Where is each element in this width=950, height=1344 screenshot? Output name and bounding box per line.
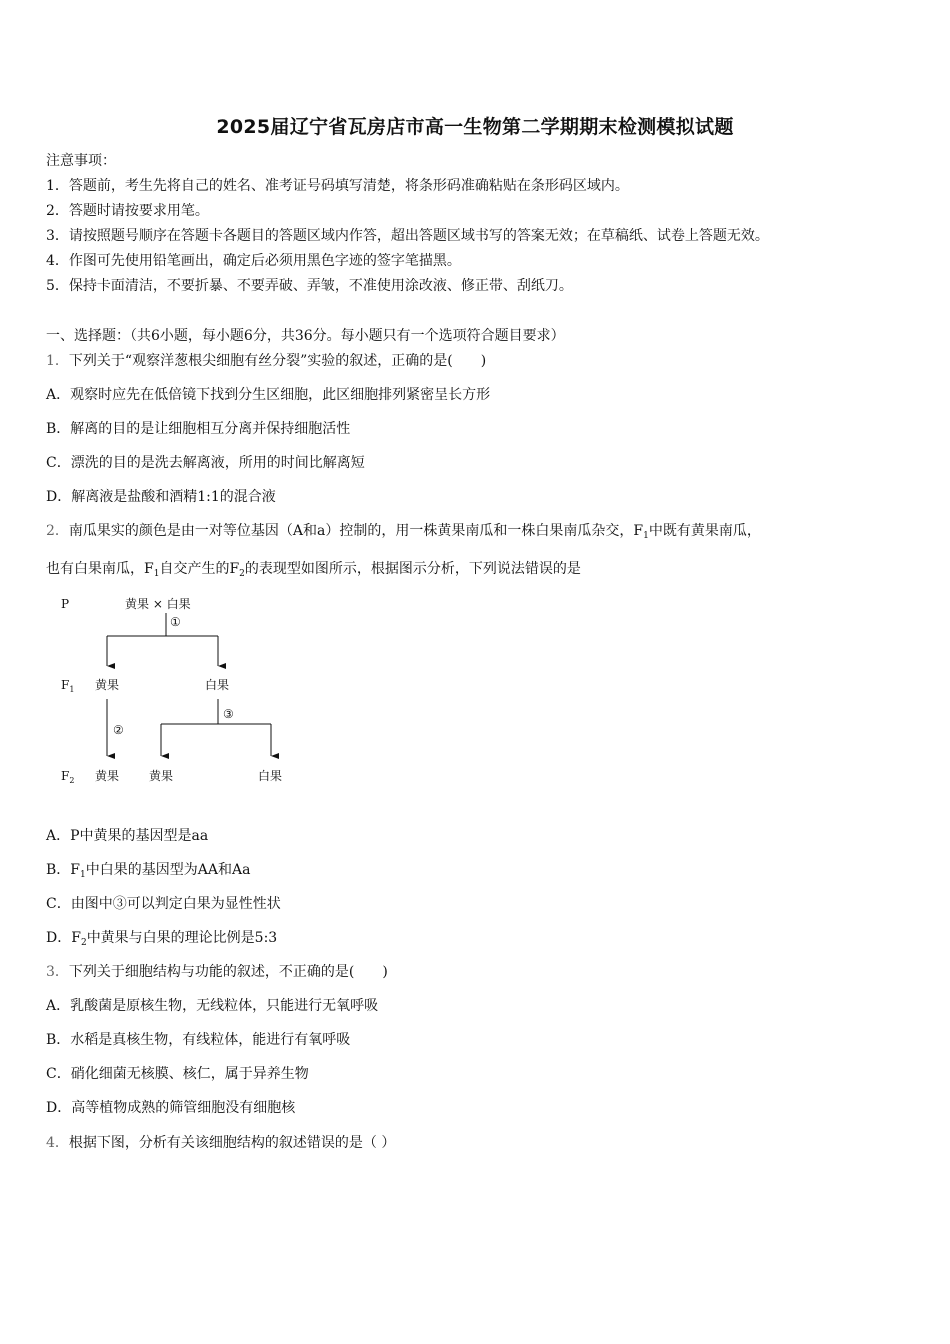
- question-text: 南瓜果实的颜色是由一对等位基因（A和a）控制的，用一株黄果南瓜和一株白果南瓜杂交，F: [68, 523, 644, 539]
- notice-item-1: 1．答题前，考生先将自己的姓名、准考证号码填写清楚，将条形码准确粘贴在条形码区域内。: [46, 178, 629, 194]
- f2-white-fruit: 白果: [258, 769, 283, 783]
- option-text: B．F: [46, 862, 81, 878]
- q1-option-c: C．漂洗的目的是洗去解离液，所用的时间比解离短: [46, 455, 365, 471]
- q1-option-a: A．观察时应先在低倍镜下找到分生区细胞，此区细胞排列紧密呈长方形: [46, 387, 491, 403]
- question-2-stem-line2: [46, 560, 581, 583]
- f2-yellow-fruit-from-white: 黄果: [149, 769, 174, 783]
- subscript: 2: [80, 938, 87, 948]
- question-2-stem-line1: [46, 522, 761, 545]
- parent-cross: 黄果 × 白果: [125, 597, 191, 611]
- step-3-marker: ③: [223, 707, 234, 721]
- subscript: 1: [80, 870, 86, 880]
- option-text: 中白果的基因型为AA和Aa: [85, 862, 251, 878]
- generation-p-label: P: [61, 597, 70, 611]
- notice-item-4: 4．作图可先使用铅笔画出，确定后必须用黑色字迹的签字笔描黑。: [46, 253, 461, 269]
- question-4-stem: [46, 1134, 395, 1152]
- subscript: 1: [153, 569, 160, 579]
- f1-yellow-fruit: 黄果: [95, 678, 120, 692]
- question-text: 自交产生的F: [159, 561, 240, 577]
- question-3-stem: [46, 963, 388, 981]
- subscript: 2: [239, 569, 245, 579]
- f2-yellow-fruit-from-yellow: 黄果: [95, 769, 120, 783]
- q1-option-b: B．解离的目的是让细胞相互分离并保持细胞活性: [46, 421, 351, 437]
- notice-item-2: 2．答题时请按要求用笔。: [46, 203, 209, 219]
- q3-option-c: C．硝化细菌无核膜、核仁，属于异养生物: [46, 1066, 309, 1082]
- q1-option-d: D．解离液是盐酸和酒精1:1的混合液: [46, 489, 276, 505]
- q3-option-b: B．水稻是真核生物，有线粒体，能进行有氧呼吸: [46, 1032, 351, 1048]
- generation-f2-label: $F_2$: [61, 769, 75, 785]
- question-text: 下列关于细胞结构与功能的叙述，不正确的是( ): [68, 964, 388, 980]
- step-2-marker: ②: [113, 723, 124, 737]
- q2-option-a: A．P中黄果的基因型是aa: [46, 828, 209, 844]
- question-number: 4．: [46, 1135, 69, 1151]
- question-number: 1．: [46, 353, 69, 369]
- notice-item-3: 3．请按照题号顺序在答题卡各题目的答题区域内作答，超出答题区域书写的答案无效；在草稿纸、试卷上答题无效。: [46, 228, 769, 244]
- question-1-stem: [46, 352, 486, 370]
- question-text: 下列关于“观察洋葱根尖细胞有丝分裂”实验的叙述，正确的是( ): [68, 353, 487, 369]
- q2-option-c: C．由图中③可以判定白果为显性性状: [46, 896, 281, 912]
- option-text: 中黄果与白果的理论比例是5:3: [86, 930, 278, 946]
- q2-option-b: [46, 861, 250, 884]
- option-text: D．F: [46, 930, 81, 946]
- question-number: 3．: [46, 964, 69, 980]
- question-text: 根据下图，分析有关该细胞结构的叙述错误的是（ ）: [68, 1135, 396, 1151]
- notice-item-5: 5．保持卡面清洁，不要折暴、不要弄破、弄皱，不准使用涂改液、修正带、刮纸刀。: [46, 278, 573, 294]
- question-text: 中既有黄果南瓜，: [648, 523, 761, 539]
- subscript: 1: [643, 531, 649, 541]
- question-text: 也有白果南瓜，F: [46, 561, 154, 577]
- f1-white-fruit: 白果: [205, 678, 230, 692]
- q3-option-d: D．高等植物成熟的筛管细胞没有细胞核: [46, 1100, 296, 1116]
- question-number: 2．: [46, 523, 69, 539]
- q2-option-d: [46, 929, 277, 952]
- q3-option-a: A．乳酸菌是原核生物，无线粒体，只能进行无氧呼吸: [46, 998, 379, 1014]
- section-heading: 一、选择题：（共6小题，每小题6分，共36分。每小题只有一个选项符合题目要求）: [46, 328, 565, 344]
- generation-f1-label: $F_1$: [61, 678, 75, 694]
- question-text: 的表现型如图所示，根据图示分析，下列说法错误的是: [244, 561, 581, 577]
- notice-heading: 注意事项：: [46, 153, 116, 169]
- page-title: 2025届辽宁省瓦房店市高一生物第二学期期末检测模拟试题: [216, 116, 734, 138]
- step-1-marker: ①: [170, 615, 181, 629]
- genetics-cross-diagram: [55, 592, 305, 792]
